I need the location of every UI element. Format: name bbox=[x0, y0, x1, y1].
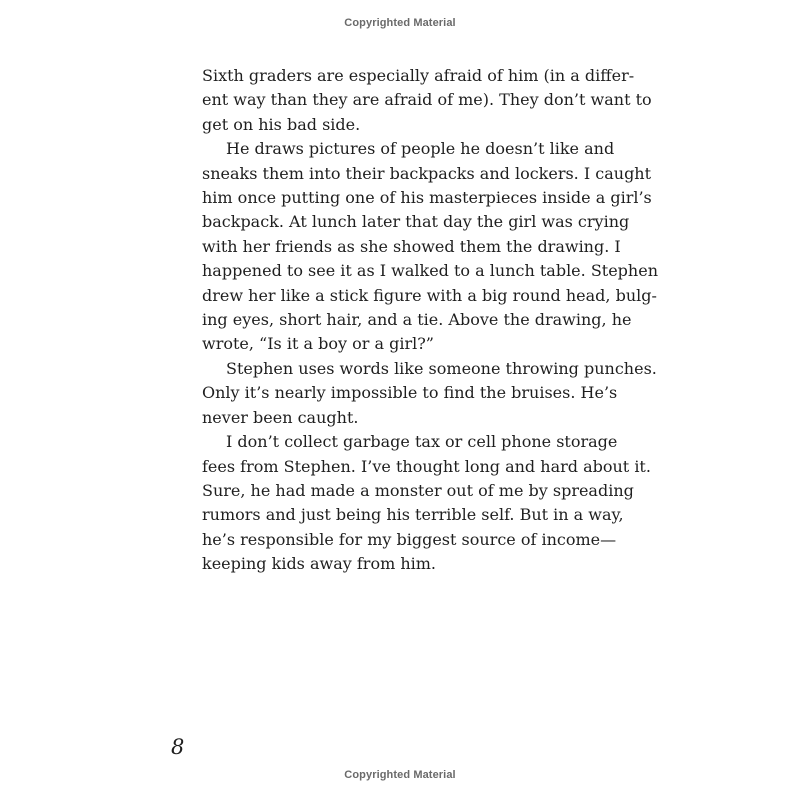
text-line: Only it’s nearly impossible to find the bruises. He’s bbox=[202, 383, 618, 403]
text-line: get on his bad side. bbox=[202, 114, 361, 134]
text-line: He draws pictures of people he doesn’t like and bbox=[226, 139, 615, 159]
text-line: fees from Stephen. I’ve thought long and hard about it. bbox=[202, 456, 651, 476]
text-line: sneaks them into their backpacks and lockers. I caught bbox=[202, 163, 652, 183]
text-line: I don’t collect garbage tax or cell phone storage bbox=[226, 432, 618, 452]
text-line: rumors and just being his terrible self. But in a way, bbox=[202, 505, 624, 525]
body-text bbox=[202, 64, 658, 577]
paragraph-2 bbox=[202, 137, 658, 357]
text-line: wrote, “Is it a boy or a girl?” bbox=[202, 334, 434, 354]
paragraph-3 bbox=[202, 357, 657, 430]
text-line: never been caught. bbox=[202, 407, 359, 427]
text-line: drew her like a stick figure with a big round head, bulg- bbox=[202, 285, 657, 305]
text-line: ent way than they are afraid of me). They don’t want to bbox=[202, 90, 652, 110]
text-line: backpack. At lunch later that day the girl was crying bbox=[202, 212, 630, 232]
paragraph-4 bbox=[202, 430, 651, 576]
page-number: 8 bbox=[171, 735, 185, 759]
text-line: Sixth graders are especially afraid of him (in a differ- bbox=[202, 66, 635, 85]
text-line: him once putting one of his masterpieces inside a girl’s bbox=[202, 188, 652, 208]
copyright-watermark-top: Copyrighted Material bbox=[344, 17, 456, 29]
text-line: keeping kids away from him. bbox=[202, 554, 437, 574]
text-line: happened to see it as I walked to a lunch table. Stephen bbox=[202, 261, 658, 281]
paragraph-1 bbox=[202, 64, 652, 137]
text-line: Sure, he had made a monster out of me by spreading bbox=[202, 480, 634, 500]
text-line: he’s responsible for my biggest source of income— bbox=[202, 529, 617, 549]
text-line: ing eyes, short hair, and a tie. Above the drawing, he bbox=[202, 310, 632, 330]
text-line: with her friends as she showed them the drawing. I bbox=[202, 236, 621, 256]
text-line: Stephen uses words like someone throwing punches. bbox=[226, 358, 657, 378]
copyright-watermark-bottom: Copyrighted Material bbox=[344, 769, 456, 781]
